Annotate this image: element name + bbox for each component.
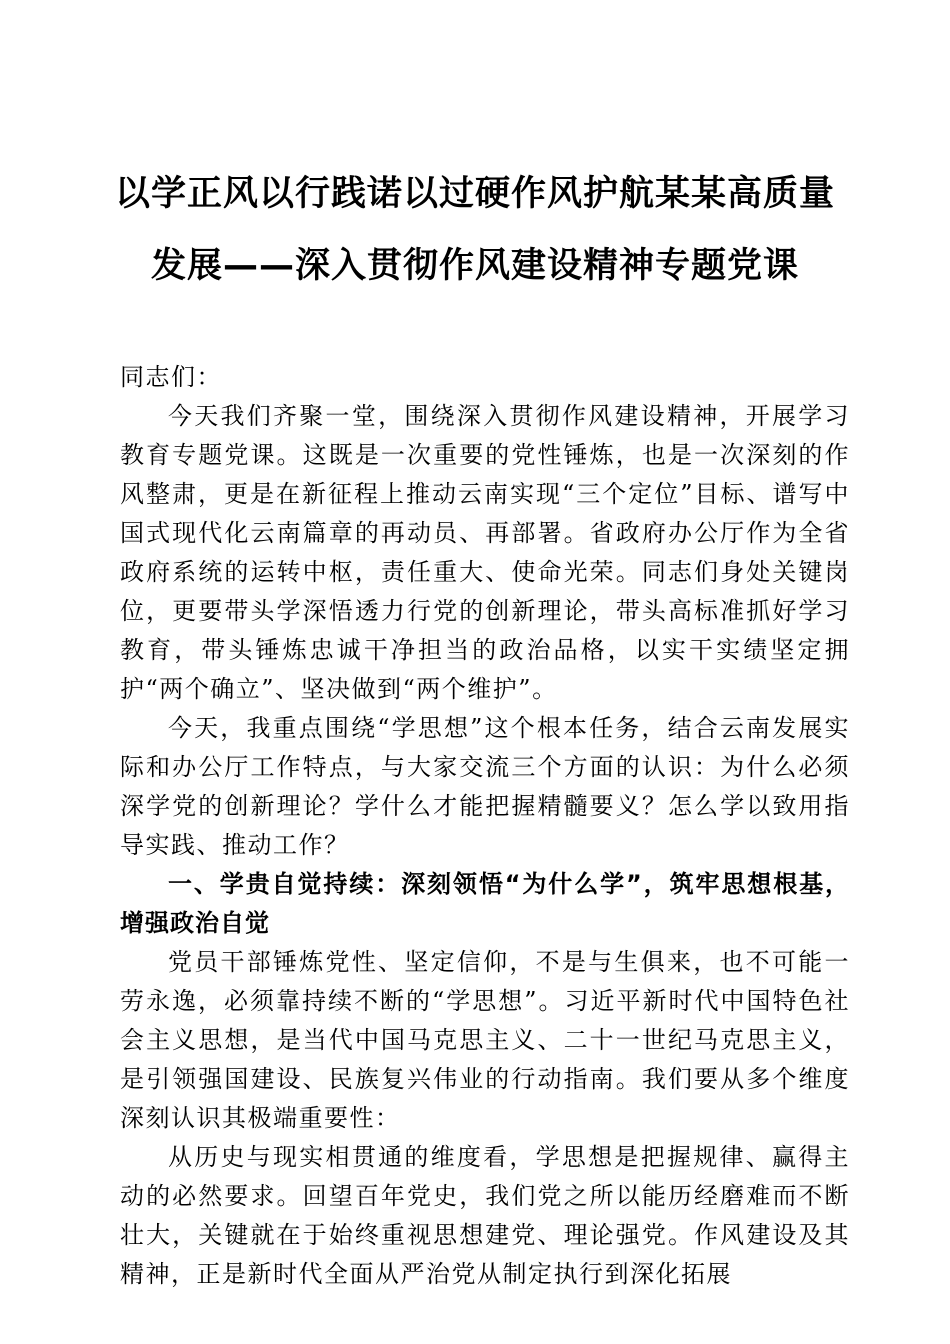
section-heading-1: 一、学贵自觉持续：深刻领悟“为什么学”，筑牢思想根基，增强政治自觉 (120, 870, 850, 937)
paragraph-intro: 今天我们齐聚一堂，围绕深入贯彻作风建设精神，开展学习教育专题党课。这既是一次重要的党性锤炼，也是一次深刻的作风整肃，更是在新征程上推动云南实现“三个定位”目标、谱写中国式现代化云南篇章的再动员、再部署。省政府办公厅作为全省政府系统的运转中枢，责任重大、使命光荣。同志们身处关键岗位，更要带头学深悟透力行党的创新理论，带头高标准抓好学习教育，带头锤炼忠诚干净担当的政治品格，以实干实绩坚定拥护“两个确立”、坚决做到“两个维护”。 (120, 402, 850, 703)
document-title-line-2: 发展——深入贯彻作风建设精神专题党课 (150, 246, 799, 286)
paragraph-overview: 今天，我重点围绕“学思想”这个根本任务，结合云南发展实际和办公厅工作特点，与大家交流三个方面的认识：为什么必须深学党的创新理论？学什么才能把握精髓要义？怎么学以致用指导实践、推动工作？ (120, 714, 850, 859)
document-title-line-1: 以学正风以行践诺以过硬作风护航某某高质量 (114, 174, 835, 214)
salutation: 同志们： (120, 363, 222, 391)
document-body (120, 358, 850, 1294)
paragraph-section-1-b: 从历史与现实相贯通的维度看，学思想是把握规律、赢得主动的必然要求。回望百年党史，我们党之所以能历经磨难而不断壮大，关键就在于始终重视思想建党、理论强党。作风建设及其精神，正是新时代全面从严治党从制定执行到深化拓展 (120, 1143, 850, 1288)
paragraph-section-1-a: 党员干部锤炼党性、坚定信仰，不是与生俱来，也不可能一劳永逸，必须靠持续不断的“学思想”。习近平新时代中国特色社会主义思想，是当代中国马克思主义、二十一世纪马克思主义，是引领强国建设、民族复兴伟业的行动指南。我们要从多个维度深刻认识其极端重要性： (120, 948, 850, 1132)
